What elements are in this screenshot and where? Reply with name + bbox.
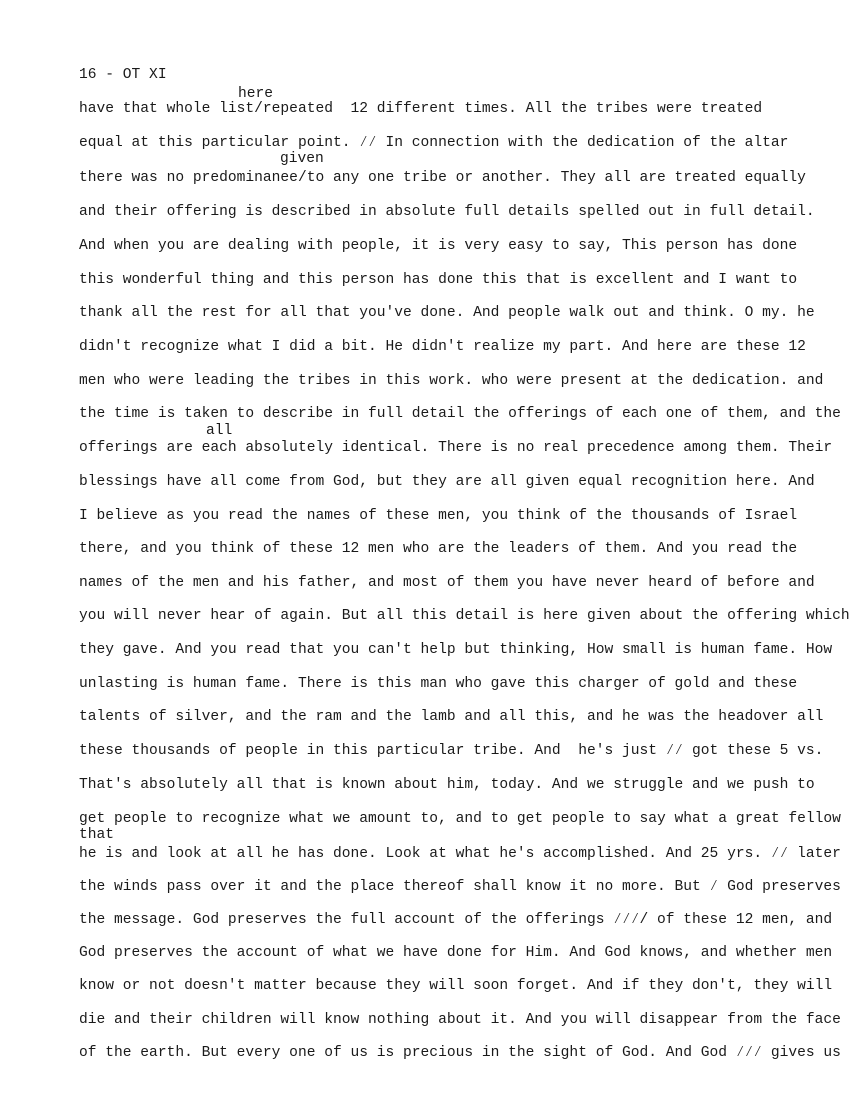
text-line: this wonderful thing and this person has done this that is excellent and I want to (79, 272, 798, 288)
text-line: get people to recognize what we amount to, and to get people to say what a great fellow (79, 811, 841, 827)
text-line: know or not doesn't matter because they will soon forget. And if they don't, they will (79, 978, 833, 994)
text-line: the winds pass over it and the place thereof shall know it no more. But ⁄ God preserves (79, 879, 841, 895)
text-line: That's absolutely all that is known about him, today. And we struggle and we push to (79, 777, 815, 793)
text-line: you will never hear of again. But all this detail is here given about the offering which (79, 608, 850, 624)
interlinear-insert-here: here (238, 86, 274, 102)
interlinear-insert-given: given (280, 151, 324, 167)
text-line: blessings have all come from God, but they are all given equal recognition here. And (79, 474, 815, 490)
text-line: there was no predominanee/to any one tribe or another. They all are treated equally (79, 170, 806, 186)
text-line: And when you are dealing with people, it is very easy to say, This person has done (79, 238, 798, 254)
text-line: the message. God preserves the full account of the offerings ⁄⁄⁄/ of these 12 men, and (79, 912, 833, 928)
interlinear-insert-that: that (79, 827, 115, 843)
text-line: they gave. And you read that you can't help but thinking, How small is human fame. How (79, 642, 833, 658)
text-line: there, and you think of these 12 men who are the leaders of them. And you read the (79, 541, 798, 557)
interlinear-insert-all: all (206, 423, 233, 439)
text-line: of the earth. But every one of us is precious in the sight of God. And God ⁄⁄⁄ gives us (79, 1045, 841, 1061)
text-line: the time is taken to describe in full detail the offerings of each one of them, and the (79, 406, 841, 422)
text-line: didn't recognize what I did a bit. He didn't realize my part. And here are these 12 (79, 339, 806, 355)
text-line: and their offering is described in absolute full details spelled out in full detail. (79, 204, 815, 220)
text-line: he is and look at all he has done. Look at what he's accomplished. And 25 yrs. ⁄⁄ later (79, 846, 841, 862)
text-line: have that whole list/repeated 12 different times. All the tribes were treated (79, 101, 763, 117)
text-line: talents of silver, and the ram and the lamb and all this, and he was the headover all (79, 709, 824, 725)
text-line: unlasting is human fame. There is this man who gave this charger of gold and these (79, 676, 798, 692)
text-line: thank all the rest for all that you've done. And people walk out and think. O my. he (79, 305, 815, 321)
text-line: men who were leading the tribes in this work. who were present at the dedication. and (79, 373, 824, 389)
text-line: die and their children will know nothing about it. And you will disappear from the face (79, 1012, 841, 1028)
text-line: God preserves the account of what we have done for Him. And God knows, and whether men (79, 945, 833, 961)
text-line: offerings are each absolutely identical. There is no real precedence among them. Their (79, 440, 833, 456)
page-header: 16 - OT XI (79, 67, 167, 83)
text-line: names of the men and his father, and most of them you have never heard of before and (79, 575, 815, 591)
text-line: I believe as you read the names of these men, you think of the thousands of Israel (79, 508, 798, 524)
text-line: equal at this particular point. ⁄⁄ In connection with the dedication of the altar (79, 135, 789, 151)
text-line: these thousands of people in this particular tribe. And he's just ⁄⁄ got these 5 vs. (79, 743, 824, 759)
